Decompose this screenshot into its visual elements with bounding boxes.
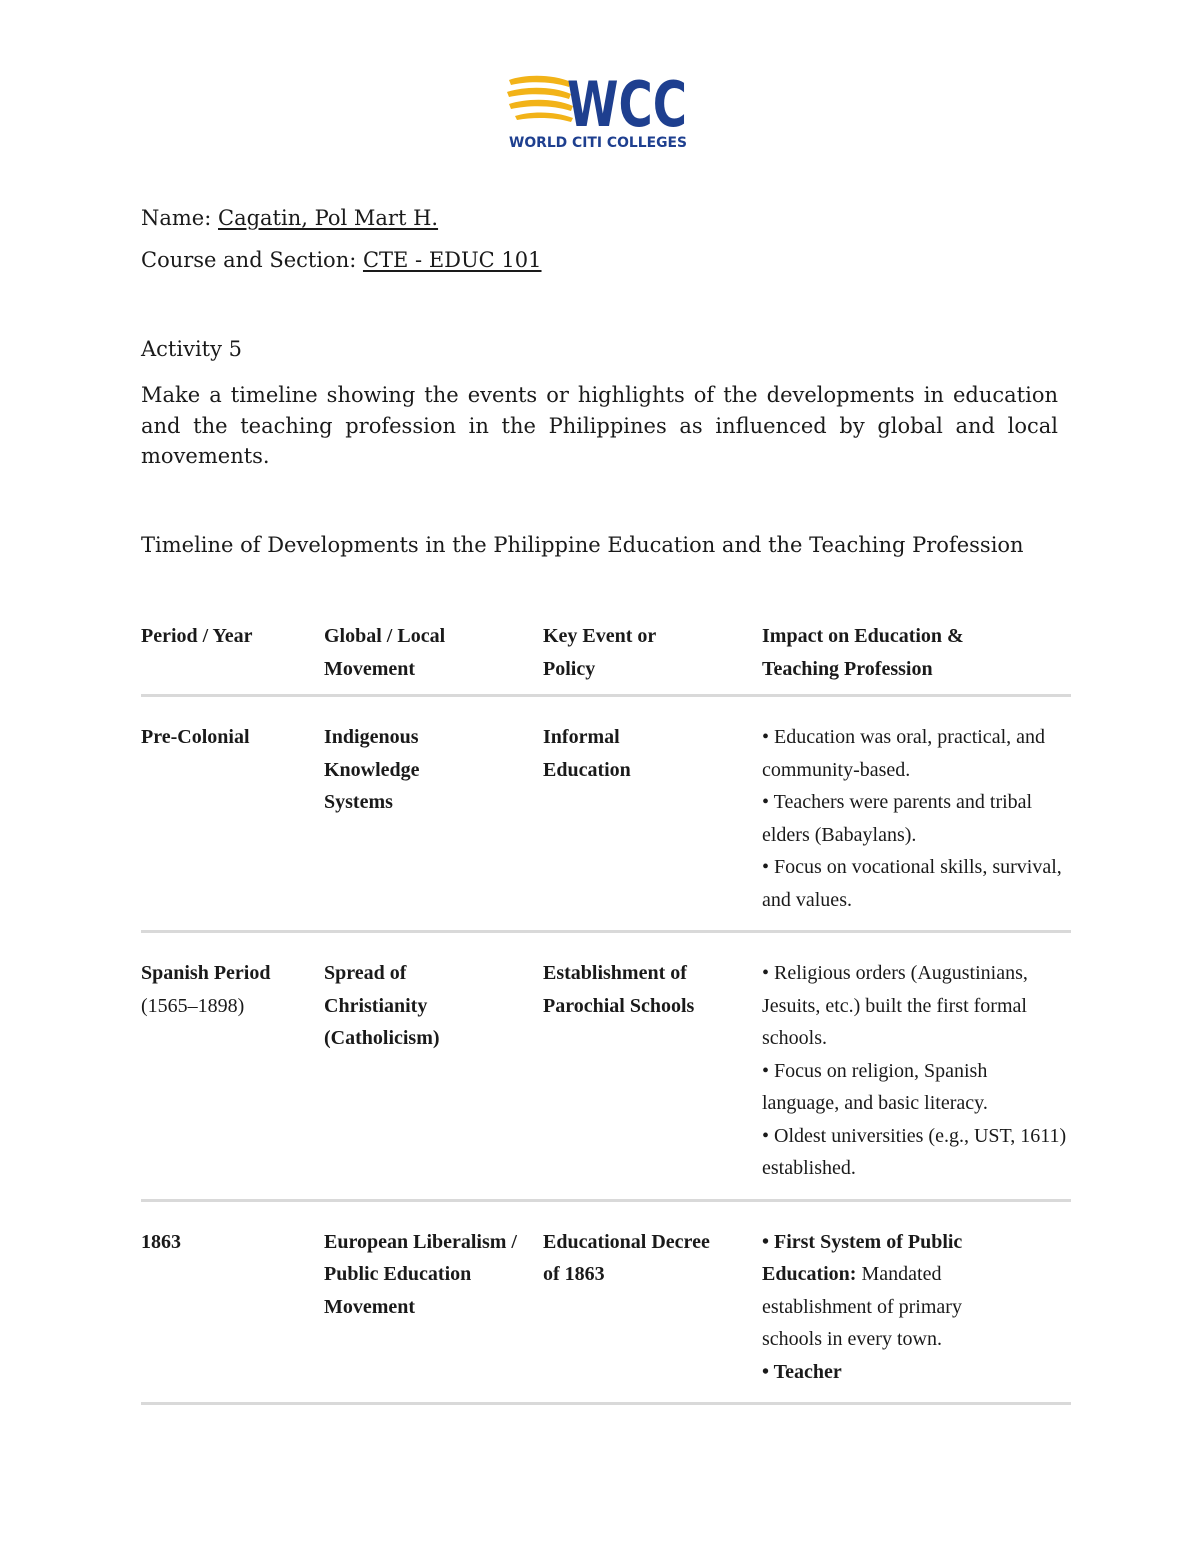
- instructions: Make a timeline showing the events or highlights of the developments in education and the teaching profession in the Philippines as influenced by global and local movements.: [141, 383, 1058, 468]
- logo-swoosh: [507, 76, 573, 122]
- row-movement: European Liberalism / Public Education Movement: [324, 1230, 517, 1318]
- row-impact: [762, 932, 1071, 1201]
- impact-item: • Teachers were parents and tribal elders (Babaylans).: [762, 791, 1033, 846]
- name-label: Name:: [141, 206, 218, 230]
- impact-bold: • First System of Public Education:: [762, 1230, 963, 1285]
- impact-bold: • Teacher: [762, 1360, 842, 1383]
- header-impact: Impact on Education & Teaching Profession: [762, 625, 964, 680]
- logo-subtitle: WORLD CITI COLLEGES: [509, 135, 687, 151]
- impact-item: • Oldest universities (e.g., UST, 1611) established.: [762, 1124, 1067, 1179]
- row-impact: [762, 696, 1071, 932]
- table-row: [141, 932, 1071, 1201]
- period-years: (1565–1898): [141, 994, 245, 1017]
- row-period: Pre-Colonial: [141, 726, 250, 748]
- row-event: Educational Decree of 1863: [543, 1230, 710, 1285]
- name-line: [141, 203, 438, 233]
- row-period: 1863: [141, 1230, 181, 1253]
- name-value: Cagatin, Pol Mart H.: [218, 206, 439, 230]
- table-row: [141, 1200, 1071, 1404]
- row-event: Establishment of Parochial Schools: [543, 962, 695, 1017]
- row-movement: Spread of Christianity (Catholicism): [324, 962, 440, 1049]
- activity-heading: Activity 5: [141, 337, 243, 361]
- impact-text: Mandated establishment of primary schools in every town.: [762, 1263, 962, 1350]
- period-name: Spanish Period: [141, 962, 271, 984]
- timeline-title: Timeline of Developments in the Philippine Education and the Teaching Profession: [141, 533, 1024, 557]
- header-movement: Global / Local Movement: [324, 625, 446, 680]
- table-header-row: [141, 620, 1071, 696]
- row-event: Informal Education: [543, 726, 631, 781]
- table-row: [141, 696, 1071, 932]
- impact-item: • Focus on vocational skills, survival, and values.: [762, 856, 1062, 911]
- row-impact: [762, 1200, 1071, 1404]
- row-movement: Indigenous Knowledge Systems: [324, 726, 420, 813]
- header-event: Key Event or Policy: [543, 625, 656, 680]
- header-period: Period / Year: [141, 625, 253, 647]
- row-period: [141, 932, 324, 1201]
- logo-wordmark: WCC: [567, 68, 687, 141]
- course-line: [141, 245, 542, 275]
- wcc-logo: [505, 70, 690, 152]
- course-label: Course and Section:: [141, 248, 363, 272]
- impact-item: • Education was oral, practical, and community-based.: [762, 726, 1045, 781]
- course-value: CTE - EDUC 101: [362, 248, 542, 272]
- timeline-table: [141, 620, 1071, 1405]
- impact-item: • Focus on religion, Spanish language, and basic literacy.: [762, 1059, 988, 1114]
- impact-item: • Religious orders (Augustinians, Jesuits, etc.) built the first formal schools.: [762, 962, 1028, 1049]
